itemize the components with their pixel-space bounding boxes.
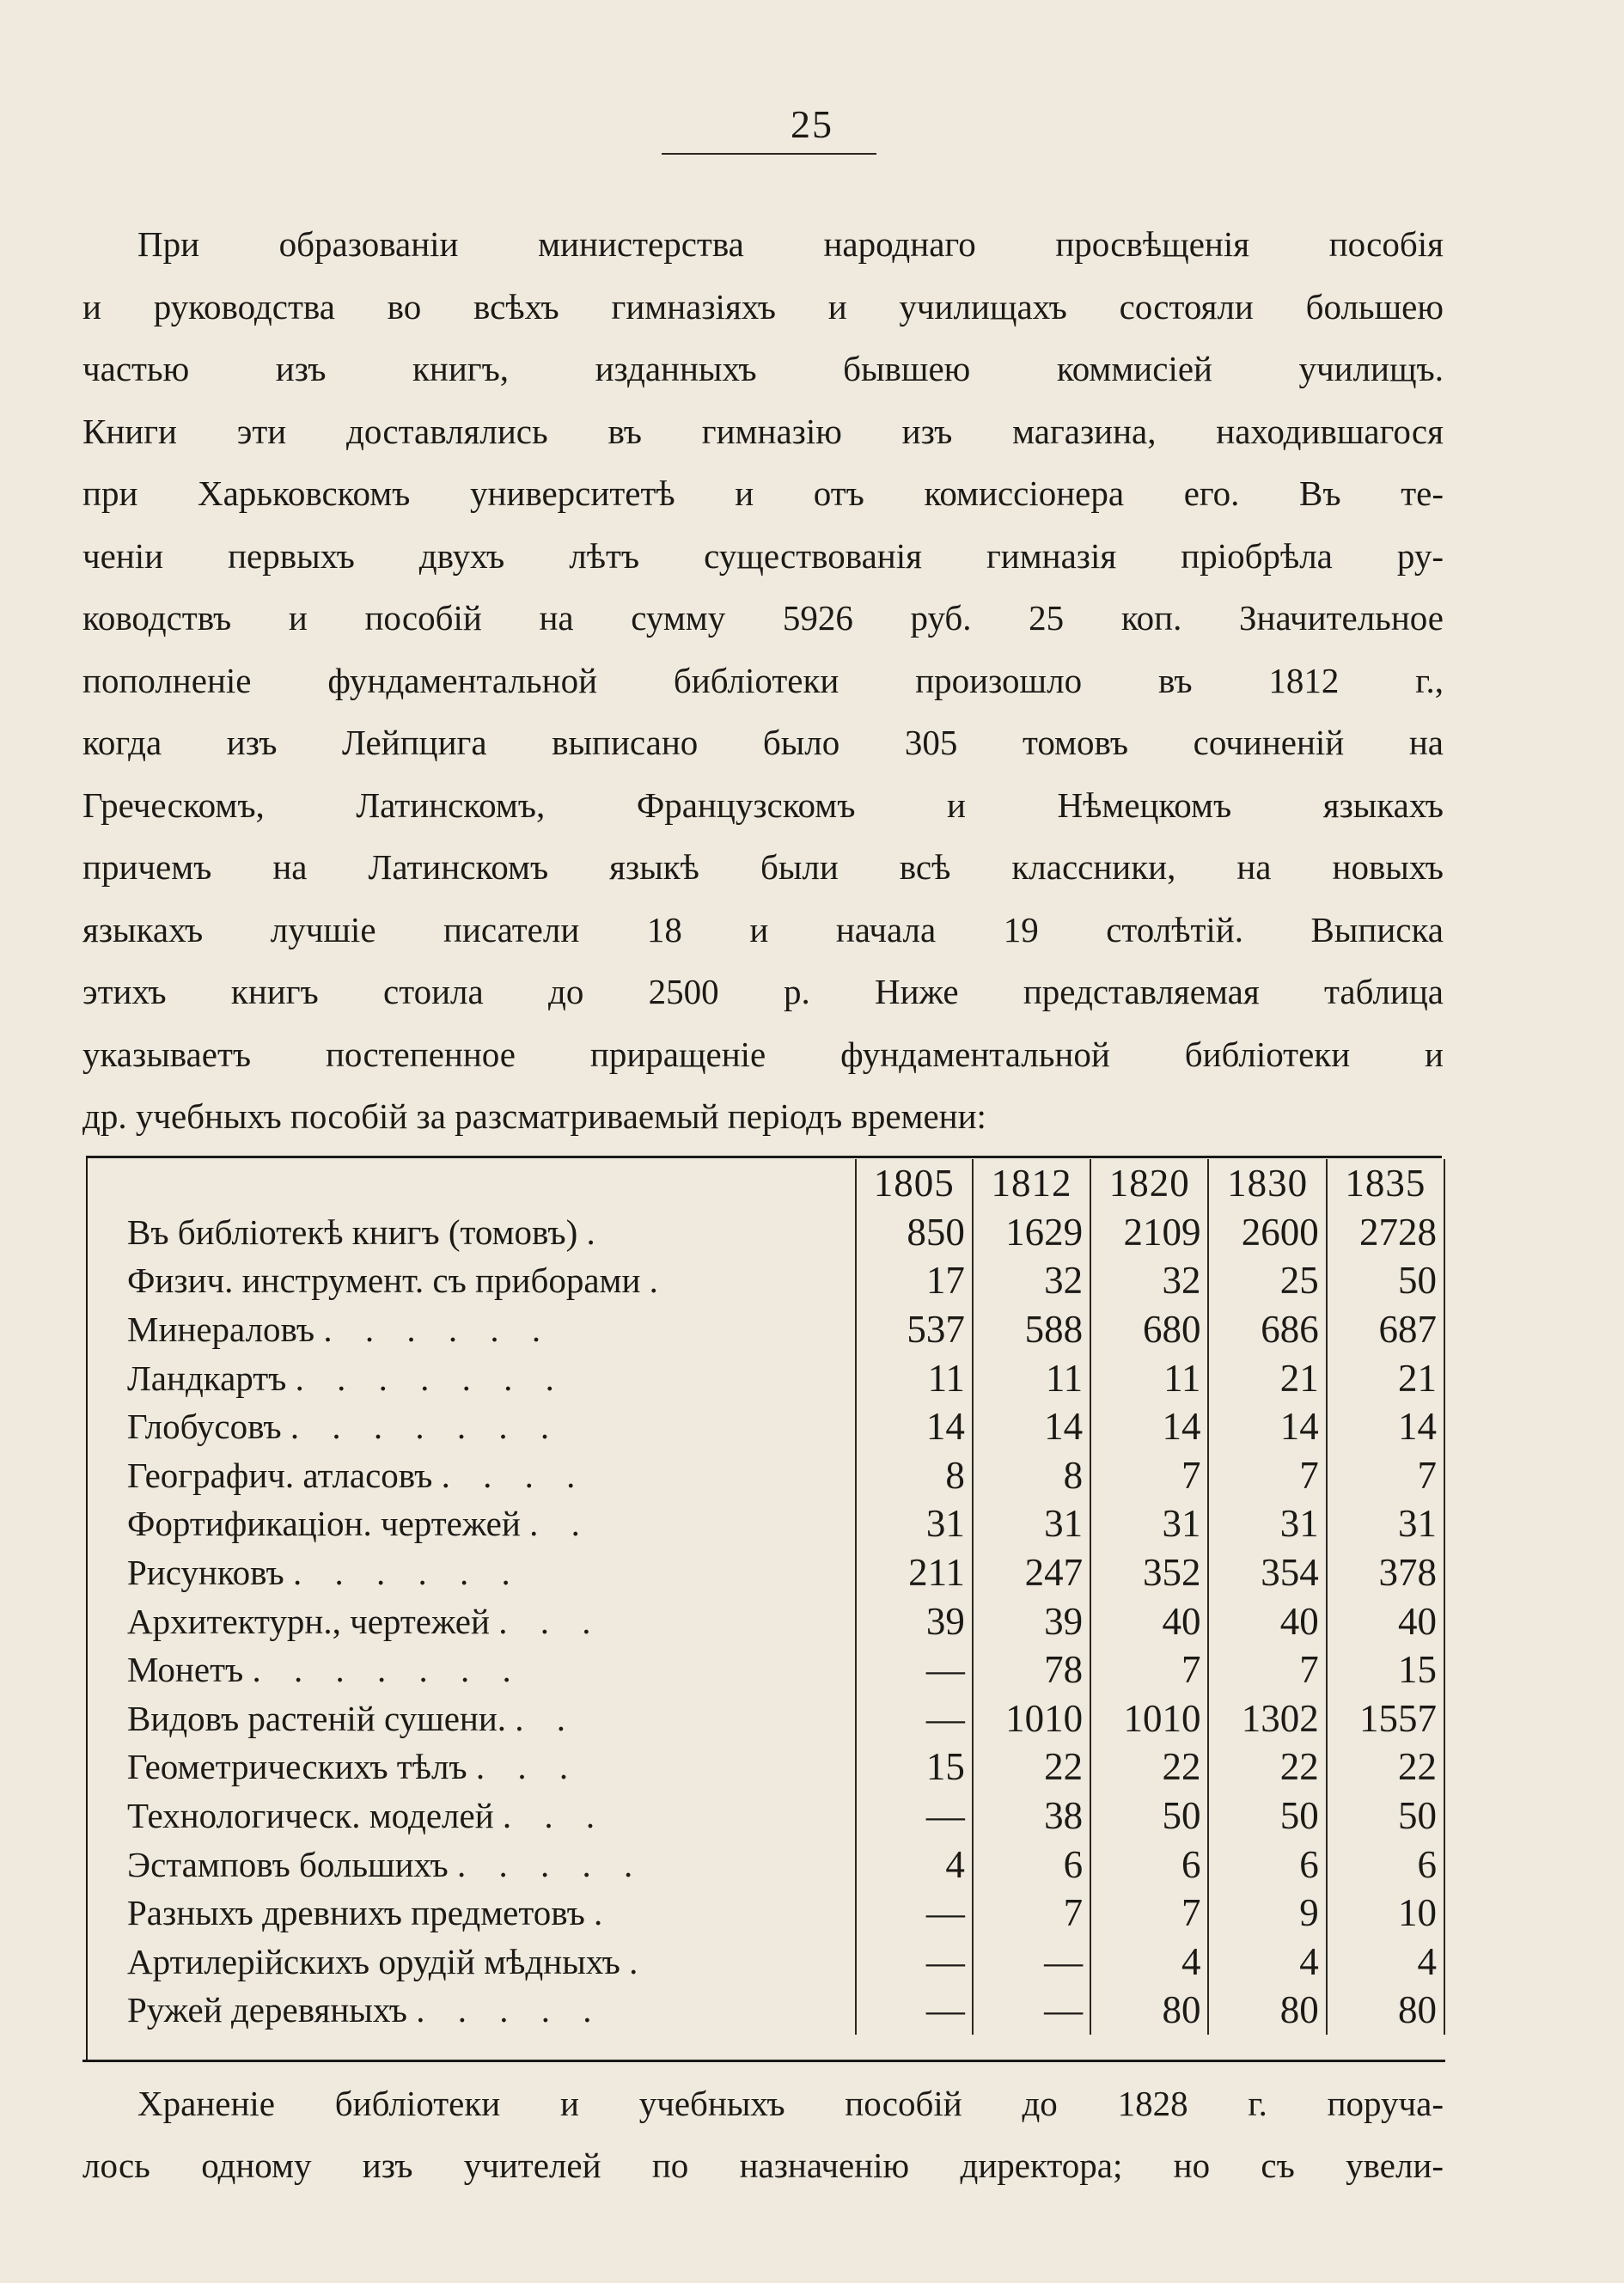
value-cell-1835: 15 — [1327, 1645, 1444, 1694]
value-cell-1812: 11 — [973, 1353, 1090, 1402]
row-label — [127, 1499, 856, 1548]
row-label — [127, 1938, 856, 1987]
table-row — [127, 1208, 1444, 1257]
value-cell-1830: 50 — [1208, 1792, 1326, 1840]
year-header: 1830 — [1208, 1159, 1326, 1208]
value-cell-1805: 39 — [856, 1596, 973, 1645]
table-row — [127, 1353, 1444, 1402]
value-cell-1835: 7 — [1327, 1451, 1444, 1500]
row-label-text: Глобусовъ — [127, 1407, 282, 1447]
table-row — [127, 1938, 1444, 1987]
table-header-row — [127, 1159, 1444, 1208]
row-label — [127, 1792, 856, 1840]
value-cell-1812: 7 — [973, 1889, 1090, 1938]
value-cell-1805: — — [856, 1986, 973, 2035]
row-label-text: Рисунковъ — [127, 1553, 284, 1593]
value-cell-1835: 4 — [1327, 1938, 1444, 1987]
table-row — [127, 1451, 1444, 1500]
paragraph-line: когда изъ Лейпцига выписано было 305 томовъ сочиненій на — [82, 723, 1444, 762]
year-header: 1820 — [1090, 1159, 1208, 1208]
leader-dots: . . . — [502, 1796, 607, 1836]
value-cell-1805: 14 — [856, 1402, 973, 1451]
table-row — [127, 1645, 1444, 1694]
value-cell-1812: 78 — [973, 1645, 1090, 1694]
value-cell-1805: 17 — [856, 1256, 973, 1305]
value-cell-1820: 7 — [1090, 1451, 1208, 1500]
value-cell-1835: 1557 — [1327, 1694, 1444, 1743]
value-cell-1830: 7 — [1208, 1451, 1326, 1500]
value-cell-1812: 39 — [973, 1596, 1090, 1645]
value-cell-1820: 7 — [1090, 1645, 1208, 1694]
value-cell-1805: — — [856, 1645, 973, 1694]
table-row — [127, 1305, 1444, 1354]
value-cell-1835: 22 — [1327, 1743, 1444, 1792]
paragraph-line: пополненіе фундаментальной библіотеки произошло въ 1812 г., — [82, 660, 1444, 700]
value-cell-1812: 22 — [973, 1743, 1090, 1792]
value-cell-1830: 2600 — [1208, 1208, 1326, 1257]
holdings-table — [82, 1156, 1445, 2062]
row-label — [127, 1208, 856, 1257]
row-label — [127, 1256, 856, 1305]
value-cell-1812: 247 — [973, 1548, 1090, 1597]
row-label-text: Ружей деревяныхъ — [127, 1990, 407, 2030]
paragraph-line: Книги эти доставлялись въ гимназію изъ магазина, находившагося — [82, 411, 1444, 451]
row-label — [127, 1353, 856, 1402]
value-cell-1812: — — [973, 1986, 1090, 2035]
value-cell-1830: 31 — [1208, 1499, 1326, 1548]
table-bottom-rule — [82, 2060, 1445, 2062]
row-label — [127, 1889, 856, 1938]
row-label — [127, 1645, 856, 1694]
value-cell-1812: 31 — [973, 1499, 1090, 1548]
value-cell-1835: 2728 — [1327, 1208, 1444, 1257]
table-row — [127, 1986, 1444, 2035]
value-cell-1812: — — [973, 1938, 1090, 1987]
row-label-text: Видовъ растеній сушени. — [127, 1698, 507, 1738]
value-cell-1805: 850 — [856, 1208, 973, 1257]
table-row — [127, 1840, 1444, 1889]
paragraph-line: др. учебныхъ пособій за разсматриваемый періодъ времени: — [82, 1096, 986, 1136]
value-cell-1820: 40 — [1090, 1596, 1208, 1645]
value-cell-1820: 2109 — [1090, 1208, 1208, 1257]
row-label-text: Архитектурн., чертежей — [127, 1601, 490, 1641]
page-number: 25 — [791, 102, 833, 146]
leader-dots: . . — [529, 1504, 592, 1544]
paragraph-line: указываетъ постепенное приращеніе фундаментальной библіотеки и — [82, 1034, 1444, 1074]
value-cell-1805: — — [856, 1792, 973, 1840]
paragraph-line: и руководства во всѣхъ гимназіяхъ и училищахъ состояли большею — [82, 286, 1444, 327]
value-cell-1805: — — [856, 1889, 973, 1938]
leader-dots: . . . . . . . — [295, 1358, 566, 1398]
table-row — [127, 1402, 1444, 1451]
value-cell-1820: 11 — [1090, 1353, 1208, 1402]
leader-dots: . . . . . . . — [252, 1650, 523, 1690]
value-cell-1812: 588 — [973, 1305, 1090, 1354]
row-label — [127, 1840, 856, 1889]
value-cell-1830: 354 — [1208, 1548, 1326, 1597]
value-cell-1835: 50 — [1327, 1256, 1444, 1305]
header-label-cell — [127, 1159, 856, 1208]
value-cell-1820: 14 — [1090, 1402, 1208, 1451]
value-cell-1820: 22 — [1090, 1743, 1208, 1792]
row-label — [127, 1596, 856, 1645]
table-left-rule — [86, 1156, 88, 2062]
paragraph-line: ководствъ и пособій на сумму 5926 руб. 25 коп. Значительное — [82, 598, 1444, 638]
row-label-text: Географич. атласовъ — [127, 1455, 433, 1495]
value-cell-1830: 40 — [1208, 1596, 1326, 1645]
paragraph-line: причемъ на Латинскомъ языкѣ были всѣ классники, на новыхъ — [82, 847, 1444, 887]
row-label-text: Физич. инструмент. съ приборами — [127, 1261, 641, 1301]
paragraph-line: лось одному изъ учителей по назначенію директора; но съ увели- — [82, 2146, 1444, 2185]
value-cell-1835: 10 — [1327, 1889, 1444, 1938]
value-cell-1820: 31 — [1090, 1499, 1208, 1548]
leader-dots: . . . . — [441, 1455, 588, 1495]
value-cell-1805: 31 — [856, 1499, 973, 1548]
leader-dots: . — [586, 1212, 607, 1252]
table-row — [127, 1548, 1444, 1597]
value-cell-1820: 4 — [1090, 1938, 1208, 1987]
value-cell-1805: 8 — [856, 1451, 973, 1500]
table-row — [127, 1499, 1444, 1548]
row-label-text: Въ библіотекѣ книгъ (томовъ) — [127, 1212, 578, 1252]
value-cell-1820: 680 — [1090, 1305, 1208, 1354]
value-cell-1835: 687 — [1327, 1305, 1444, 1354]
value-cell-1835: 378 — [1327, 1548, 1444, 1597]
paragraph-line: этихъ книгъ стоила до 2500 р. Ниже представляемая таблица — [82, 972, 1444, 1011]
table-row — [127, 1694, 1444, 1743]
value-cell-1812: 1010 — [973, 1694, 1090, 1743]
value-cell-1830: 7 — [1208, 1645, 1326, 1694]
value-cell-1820: 50 — [1090, 1792, 1208, 1840]
value-cell-1805: 15 — [856, 1743, 973, 1792]
row-label-text: Геометрическихъ тѣлъ — [127, 1747, 467, 1787]
value-cell-1805: — — [856, 1694, 973, 1743]
value-cell-1820: 352 — [1090, 1548, 1208, 1597]
leader-dots: . . . — [498, 1601, 603, 1641]
table-row — [127, 1792, 1444, 1840]
value-cell-1830: 21 — [1208, 1353, 1326, 1402]
row-label — [127, 1743, 856, 1792]
leader-dots: . . . . . . . — [290, 1407, 562, 1447]
row-label — [127, 1402, 856, 1451]
paragraph-line: Греческомъ, Латинскомъ, Французскомъ и Нѣмецкомъ языкахъ — [82, 784, 1444, 825]
table-row — [127, 1889, 1444, 1938]
main-paragraph — [82, 213, 1444, 1148]
table-body — [127, 1208, 1444, 2035]
leader-dots: . — [594, 1893, 615, 1933]
value-cell-1830: 9 — [1208, 1889, 1326, 1938]
value-cell-1830: 6 — [1208, 1840, 1326, 1889]
row-label — [127, 1305, 856, 1354]
table-row — [127, 1743, 1444, 1792]
row-label-text: Минераловъ — [127, 1309, 315, 1350]
row-label-text: Артилерійскихъ орудій мѣдныхъ — [127, 1941, 620, 1981]
row-label-text: Технологическ. моделей — [127, 1796, 494, 1836]
following-paragraph — [82, 2072, 1444, 2196]
value-cell-1820: 6 — [1090, 1840, 1208, 1889]
value-cell-1820: 80 — [1090, 1986, 1208, 2035]
value-cell-1812: 38 — [973, 1792, 1090, 1840]
row-label-text: Эстамповъ большихъ — [127, 1844, 449, 1884]
value-cell-1820: 7 — [1090, 1889, 1208, 1938]
value-cell-1830: 14 — [1208, 1402, 1326, 1451]
year-header: 1812 — [973, 1159, 1090, 1208]
leader-dots: . . . — [475, 1747, 581, 1787]
value-cell-1812: 14 — [973, 1402, 1090, 1451]
page-number-rule — [662, 153, 876, 155]
value-cell-1812: 32 — [973, 1256, 1090, 1305]
table-row — [127, 1596, 1444, 1645]
leader-dots: . . — [515, 1698, 578, 1738]
value-cell-1812: 8 — [973, 1451, 1090, 1500]
value-cell-1805: 11 — [856, 1353, 973, 1402]
value-cell-1812: 6 — [973, 1840, 1090, 1889]
row-label-text: Ландкартъ — [127, 1358, 287, 1398]
paragraph-line: частью изъ книгъ, изданныхъ бывшею коммисіей училищъ. — [82, 349, 1444, 388]
value-cell-1835: 14 — [1327, 1402, 1444, 1451]
holdings-grid — [127, 1159, 1445, 2035]
row-label — [127, 1548, 856, 1597]
leader-dots: . . . . . . — [292, 1553, 522, 1593]
leader-dots: . — [649, 1261, 670, 1301]
paragraph-line: При образованіи министерства народнаго просвѣщенія пособія — [137, 224, 1444, 264]
leader-dots: . — [629, 1941, 650, 1981]
row-label — [127, 1986, 856, 2035]
paragraph-line: Храненіе библіотеки и учебныхъ пособій до 1828 г. поруча- — [137, 2084, 1444, 2123]
row-label — [127, 1451, 856, 1500]
paragraph-line: ченіи первыхъ двухъ лѣтъ существованія гимназія пріобрѣла ру- — [82, 535, 1444, 576]
value-cell-1805: — — [856, 1938, 973, 1987]
value-cell-1835: 40 — [1327, 1596, 1444, 1645]
table-top-rule — [88, 1156, 1442, 1158]
row-label-text: Фортификаціон. чертежей — [127, 1504, 521, 1544]
value-cell-1820: 32 — [1090, 1256, 1208, 1305]
value-cell-1830: 80 — [1208, 1986, 1326, 2035]
paragraph-line: при Харьковскомъ университетѣ и отъ комиссіонера его. Въ те- — [82, 473, 1444, 513]
leader-dots: . . . . . — [456, 1844, 645, 1884]
value-cell-1835: 21 — [1327, 1353, 1444, 1402]
value-cell-1805: 4 — [856, 1840, 973, 1889]
value-cell-1835: 80 — [1327, 1986, 1444, 2035]
value-cell-1830: 22 — [1208, 1743, 1326, 1792]
value-cell-1835: 50 — [1327, 1792, 1444, 1840]
value-cell-1805: 537 — [856, 1305, 973, 1354]
table-row — [127, 1256, 1444, 1305]
value-cell-1830: 1302 — [1208, 1694, 1326, 1743]
paragraph-line: языкахъ лучшіе писатели 18 и начала 19 столѣтій. Выписка — [82, 909, 1444, 949]
value-cell-1812: 1629 — [973, 1208, 1090, 1257]
value-cell-1830: 25 — [1208, 1256, 1326, 1305]
row-label-text: Монетъ — [127, 1650, 244, 1690]
value-cell-1835: 31 — [1327, 1499, 1444, 1548]
value-cell-1820: 1010 — [1090, 1694, 1208, 1743]
row-label — [127, 1694, 856, 1743]
value-cell-1830: 4 — [1208, 1938, 1326, 1987]
value-cell-1830: 686 — [1208, 1305, 1326, 1354]
year-header: 1835 — [1327, 1159, 1444, 1208]
leader-dots: . . . . . — [416, 1990, 604, 2030]
year-header: 1805 — [856, 1159, 973, 1208]
row-label-text: Разныхъ древнихъ предметовъ — [127, 1893, 585, 1933]
leader-dots: . . . . . . — [323, 1309, 553, 1350]
value-cell-1835: 6 — [1327, 1840, 1444, 1889]
value-cell-1805: 211 — [856, 1548, 973, 1597]
